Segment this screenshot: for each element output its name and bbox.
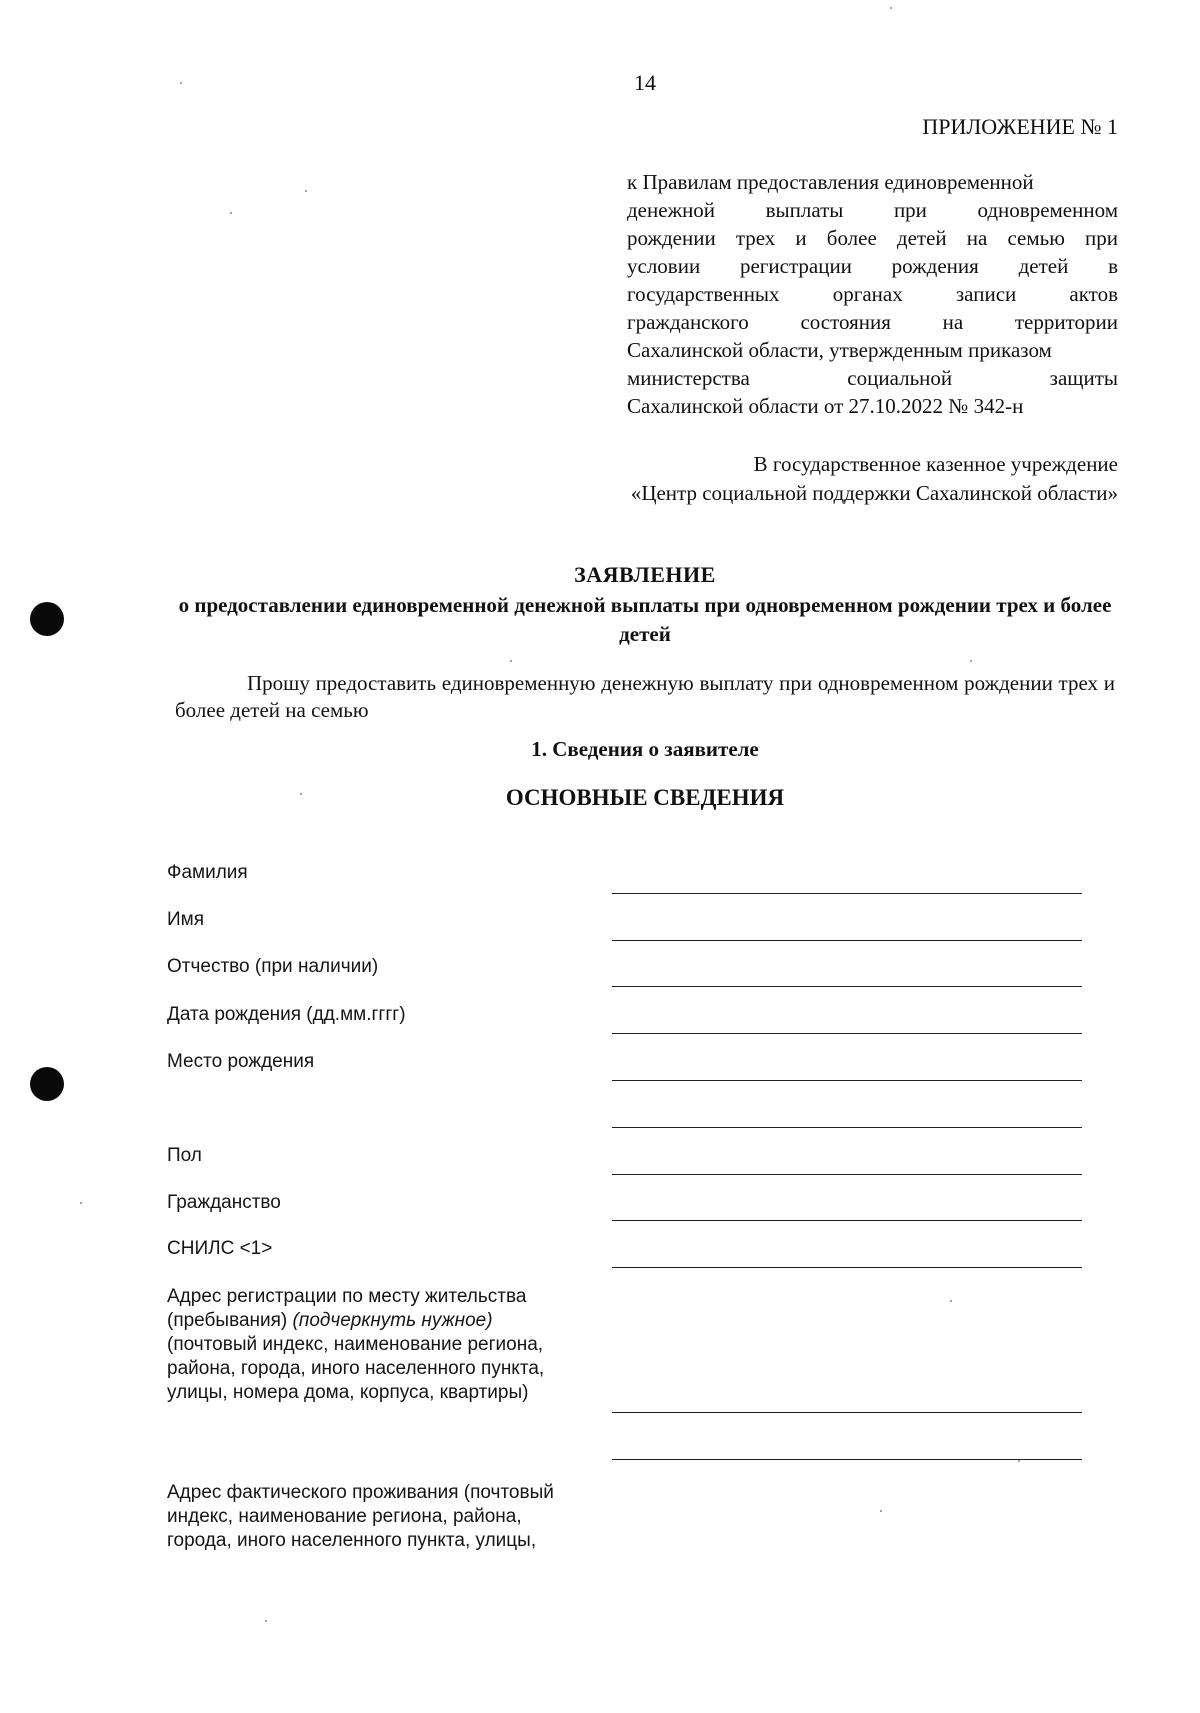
appendix-title: ПРИЛОЖЕНИЕ № 1 xyxy=(922,114,1118,139)
patronymic-input-line[interactable] xyxy=(612,986,1082,987)
appendix-line: Сахалинской области от 27.10.2022 № 342-н xyxy=(627,394,1024,418)
scan-speck xyxy=(230,212,232,214)
registration-address-line: (почтовый индекс, наименование региона, xyxy=(167,1334,544,1355)
field-label-registration-address xyxy=(167,1285,544,1405)
scan-speck xyxy=(970,660,972,662)
appendix-line: денежной выплаты при одновременном xyxy=(627,198,1118,222)
addressee-line: В государственное казенное учреждение xyxy=(753,452,1118,476)
registration-address-line: района, города, иного населенного пункта, xyxy=(167,1358,545,1379)
appendix-line: к Правилам предоставления единовременной xyxy=(627,170,1034,194)
section-title: 1. Сведения о заявителе xyxy=(531,737,759,761)
registration-address-line: улицы, номера дома, корпуса, квартиры) xyxy=(167,1382,529,1403)
birth-place-input-line-1[interactable] xyxy=(612,1080,1082,1081)
appendix-line: условии регистрации рождения детей в xyxy=(627,254,1118,278)
sex-input-line[interactable] xyxy=(612,1174,1082,1175)
page-number: 14 xyxy=(634,70,656,95)
field-label-actual-address xyxy=(167,1481,554,1553)
appendix-line: гражданского состояния на территории xyxy=(627,310,1118,334)
birth-date-input-line[interactable] xyxy=(612,1033,1082,1034)
actual-address-line: Адрес фактического проживания (почтовый xyxy=(167,1482,554,1503)
field-label-sex: Пол xyxy=(167,1145,202,1166)
request-text: Прошу предоставить единовременную денежную выплату при одновременном рождении трех и более детей на семью xyxy=(175,671,1115,722)
scan-speck xyxy=(305,190,307,192)
citizenship-input-line[interactable] xyxy=(612,1220,1082,1221)
scan-speck xyxy=(1018,1460,1020,1462)
field-label-birth-place: Место рождения xyxy=(167,1051,315,1072)
document-subtitle: о предоставлении единовременной денежной выплаты при одновременном рождении трех и более детей xyxy=(178,593,1112,646)
scan-speck xyxy=(510,660,512,662)
surname-input-line[interactable] xyxy=(612,893,1082,894)
appendix-reference xyxy=(627,168,1118,420)
appendix-line: министерства социальной защиты xyxy=(627,366,1118,390)
name-input-line[interactable] xyxy=(612,940,1082,941)
registration-address-line: Адрес регистрации по месту жительства xyxy=(167,1286,527,1307)
scan-speck xyxy=(950,1300,952,1302)
scan-speck xyxy=(890,7,892,9)
birth-place-input-line-2[interactable] xyxy=(612,1127,1082,1128)
registration-type-text: (пребывания) xyxy=(167,1310,293,1331)
actual-address-line: индекс, наименование региона, района, xyxy=(167,1506,522,1527)
field-label-citizenship: Гражданство xyxy=(167,1192,281,1213)
registration-address-input-line-2[interactable] xyxy=(612,1459,1082,1460)
snils-input-line[interactable] xyxy=(612,1267,1082,1268)
scan-speck xyxy=(880,1510,882,1512)
underline-hint: (подчеркнуть нужное) xyxy=(292,1310,493,1331)
appendix-line: государственных органах записи актов xyxy=(627,282,1118,306)
field-label-snils: СНИЛС <1> xyxy=(167,1238,273,1259)
scan-speck xyxy=(80,1202,82,1204)
field-label-name: Имя xyxy=(167,909,205,930)
registration-address-line xyxy=(167,1309,544,1333)
binder-hole-bottom xyxy=(30,1067,64,1101)
section-subtitle: ОСНОВНЫЕ СВЕДЕНИЯ xyxy=(505,785,785,810)
scan-speck xyxy=(265,1620,267,1622)
registration-address-input-line-1[interactable] xyxy=(612,1412,1082,1413)
field-label-patronymic: Отчество (при наличии) xyxy=(167,956,379,977)
actual-address-line: города, иного населенного пункта, улицы, xyxy=(167,1530,537,1551)
appendix-line: рождении трех и более детей на семью при xyxy=(627,226,1118,250)
addressee xyxy=(631,450,1118,508)
appendix-line: Сахалинской области, утвержденным приказом xyxy=(627,338,1052,362)
field-label-surname: Фамилия xyxy=(167,862,248,883)
binder-hole-top xyxy=(30,602,64,636)
addressee-line: «Центр социальной поддержки Сахалинской области» xyxy=(630,481,1118,505)
document-title: ЗАЯВЛЕНИЕ xyxy=(574,562,716,587)
field-label-birth-date: Дата рождения (дд.мм.гггг) xyxy=(167,1004,406,1025)
